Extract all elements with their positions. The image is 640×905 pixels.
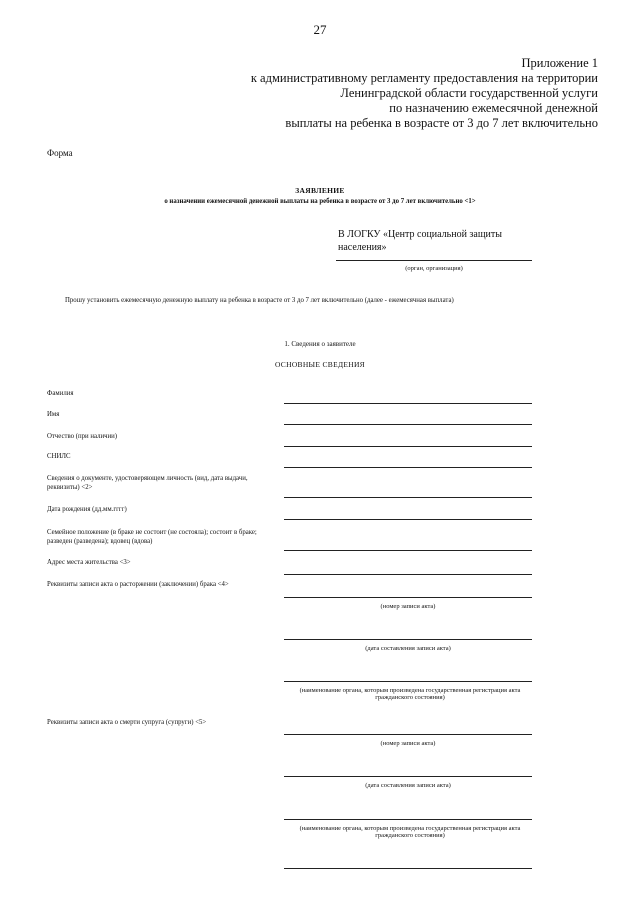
name-field[interactable] [284, 424, 532, 425]
divorce-act-date-field[interactable] [284, 639, 532, 640]
request-text: Прошу установить ежемесячную денежную выплату на ребенка в возрасте от 3 до 7 лет включительно (далее - ежемесячная выплата) [65, 297, 454, 304]
divorce-registry-office-caption: (наименование органа, которым произведена государственная регистрация акта гражданского состояния) [299, 687, 521, 701]
continuation-field[interactable] [284, 868, 532, 869]
patronymic-field[interactable] [284, 446, 532, 447]
death-registry-office-field[interactable] [284, 819, 532, 820]
field-label-patronymic: Отчество (при наличии) [47, 433, 118, 440]
divorce-act-number-field[interactable] [284, 597, 532, 598]
appendix-line: Ленинградской области государственной услуги [340, 86, 598, 100]
addressee-line[interactable] [336, 260, 532, 261]
field-label-surname: Фамилия [47, 390, 74, 397]
appendix-line: к административному регламенту предоставления на территории [250, 71, 598, 85]
surname-field[interactable] [284, 403, 532, 404]
field-label-address: Адрес места жительства <3> [47, 559, 131, 566]
basic-info-title: ОСНОВНЫЕ СВЕДЕНИЯ [275, 360, 365, 369]
death-act-number-field[interactable] [284, 734, 532, 735]
field-label-birth-date: Дата рождения (дд.мм.гггг) [47, 506, 127, 513]
divorce-registry-office-field[interactable] [284, 681, 532, 682]
field-label-marital-status: Семейное положение (в браке не состоит (не состояла); состоит в браке; разведен (разведена); вдовец (вдова) [47, 529, 257, 545]
form-label: Форма [47, 148, 73, 158]
death-act-date-field[interactable] [284, 776, 532, 777]
birth-date-field[interactable] [284, 519, 532, 520]
field-label-id-document: Сведения о документе, удостоверяющем личность (вид, дата выдачи, реквизиты) <2> [47, 475, 248, 491]
appendix-header [178, 56, 598, 131]
marital-status-field[interactable] [284, 550, 532, 551]
address-field[interactable] [284, 574, 532, 575]
page-number: 27 [313, 22, 327, 37]
id-document-field[interactable] [284, 497, 532, 498]
appendix-line: выплаты на ребенка в возрасте от 3 до 7 лет включительно [285, 116, 598, 130]
divorce-act-date-caption: (дата составления записи акта) [365, 645, 451, 652]
field-label-name: Имя [47, 411, 60, 418]
field-label-snils: СНИЛС [47, 453, 71, 460]
field-label-divorce-act: Реквизиты записи акта о расторжении (заключении) брака <4> [47, 581, 229, 588]
appendix-line: по назначению ежемесячной денежной [389, 101, 598, 115]
death-act-date-caption: (дата составления записи акта) [365, 782, 451, 789]
appendix-title: Приложение 1 [521, 56, 598, 70]
death-registry-office-caption: (наименование органа, которым произведена государственная регистрация акта гражданского состояния) [299, 825, 521, 839]
snils-field[interactable] [284, 467, 532, 468]
addressee-caption: (орган, организация) [405, 265, 463, 272]
divorce-act-number-caption: (номер записи акта) [380, 603, 436, 610]
section-title: 1. Сведения о заявителе [284, 340, 356, 348]
death-act-number-caption: (номер записи акта) [380, 740, 436, 747]
statement-title: ЗАЯВЛЕНИЕ [295, 186, 345, 195]
addressee-text: В ЛОГКУ «Центр социальной защиты населения» [338, 229, 502, 253]
statement-subtitle: о назначении ежемесячной денежной выплаты на ребенка в возрасте от 3 до 7 лет включительно <1> [164, 198, 476, 205]
field-label-death-act: Реквизиты записи акта о смерти супруга (супруги) <5> [47, 719, 207, 726]
